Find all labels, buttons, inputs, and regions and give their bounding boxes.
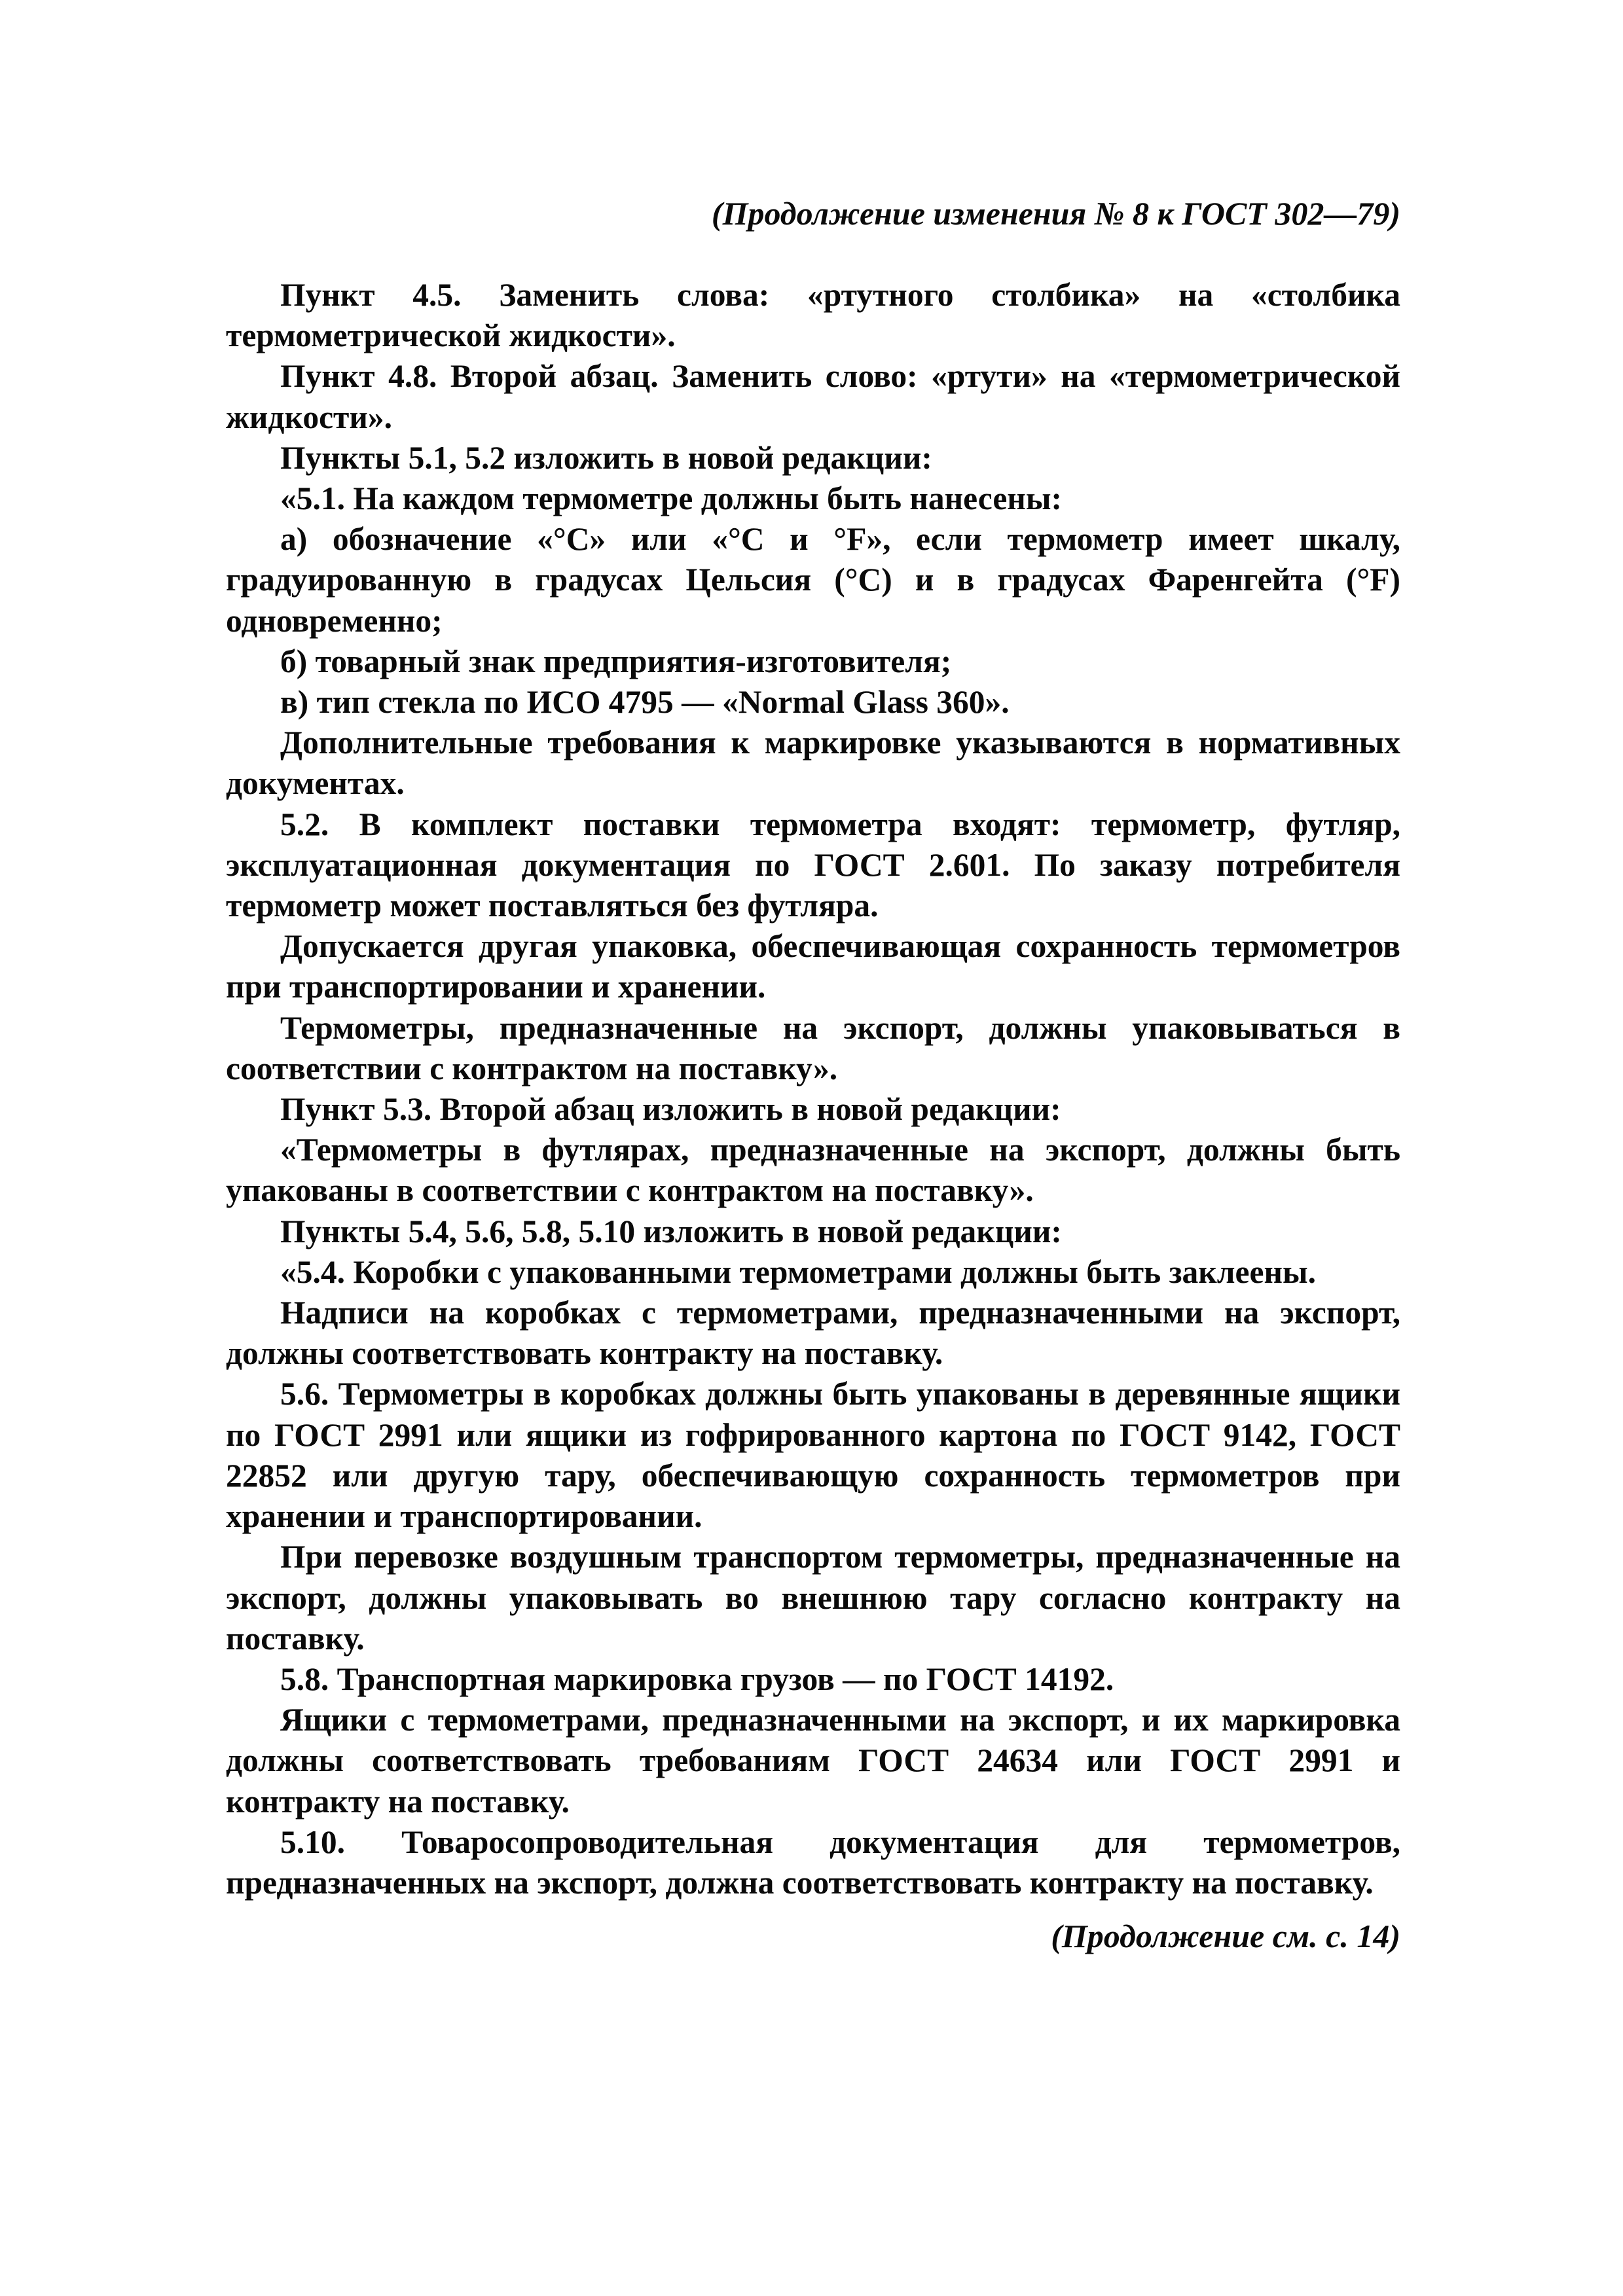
paragraph-5-10: 5.10. Товаросопроводительная документация для термометров, предназначенных на экспорт, должна соответствовать контракту на поставку. xyxy=(226,1823,1400,1901)
paragraph-air-transport: При перевозке воздушным транспортом термометры, предназначенные на экспорт, должны упаковывать во внешнюю тару согласно контракту на поставку. xyxy=(226,1539,1400,1657)
paragraph-5-1-c: в) тип стекла по ИСО 4795 — «Normal Glass 360». xyxy=(280,684,1010,721)
paragraph-export-boxes-marking: Ящики с термометрами, предназначенными на экспорт, и их маркировка должны соответствовать требованиям ГОСТ 24634 или ГОСТ 2991 и контракту на поставку. xyxy=(226,1702,1400,1820)
paragraph-5-2: 5.2. В комплект поставки термометра входят: термометр, футляр, эксплуатационная документация по ГОСТ 2.601. По заказу потребителя термометр может поставляться без футляра. xyxy=(226,806,1400,924)
document-body xyxy=(226,275,1400,1903)
paragraph-5-1-b: б) товарный знак предприятия-изготовителя; xyxy=(280,643,952,679)
paragraph-marking-requirements: Дополнительные требования к маркировке указываются в нормативных документах. xyxy=(226,725,1400,802)
paragraph-item-4-8: Пункт 4.8. Второй абзац. Заменить слово: «ртути» на «термометрической жидкости». xyxy=(226,358,1400,435)
paragraph-other-packaging: Допускается другая упаковка, обеспечивающая сохранность термометров при транспортировании и хранении. xyxy=(226,928,1400,1005)
paragraph-5-1-a: а) обозначение «°С» или «°С и °F», если термометр имеет шкалу, градуированную в градусах Цельсия (°С) и в градусах Фаренгейта (°F) одновременно; xyxy=(226,521,1400,639)
continuation-header: (Продолжение изменения № 8 к ГОСТ 302—79) xyxy=(711,195,1400,232)
paragraph-5-1: «5.1. На каждом термометре должны быть нанесены: xyxy=(280,480,1062,517)
paragraph-5-3-text: «Термометры в футлярах, предназначенные на экспорт, должны быть упакованы в соответствии с контрактом на поставку». xyxy=(226,1132,1400,1209)
continuation-footer: (Продолжение см. с. 14) xyxy=(1051,1918,1400,1954)
paragraph-item-5-3: Пункт 5.3. Второй абзац изложить в новой редакции: xyxy=(280,1091,1061,1128)
paragraph-5-6: 5.6. Термометры в коробках должны быть упакованы в деревянные ящики по ГОСТ 2991 или ящики из гофрированного картона по ГОСТ 9142, ГОСТ 22852 или другую тару, обеспечивающую сохранность термометров при хранении и транспортировании. xyxy=(226,1376,1400,1535)
paragraph-items-5-4-to-5-10: Пункты 5.4, 5.6, 5.8, 5.10 изложить в новой редакции: xyxy=(280,1213,1062,1249)
paragraph-5-4: «5.4. Коробки с упакованными термометрами должны быть заклеены. xyxy=(280,1253,1316,1290)
paragraph-items-5-1-5-2: Пункты 5.1, 5.2 изложить в новой редакции: xyxy=(280,439,932,476)
paragraph-box-inscriptions: Надписи на коробках с термометрами, предназначенными на экспорт, должны соответствовать контракту на поставку. xyxy=(226,1295,1400,1372)
paragraph-export-packaging: Термометры, предназначенные на экспорт, должны упаковываться в соответствии с контрактом на поставку». xyxy=(226,1009,1400,1086)
paragraph-item-4-5: Пункт 4.5. Заменить слова: «ртутного столбика» на «столбика термометрической жидкости». xyxy=(226,277,1400,354)
paragraph-5-8: 5.8. Транспортная маркировка грузов — по ГОСТ 14192. xyxy=(280,1660,1114,1697)
